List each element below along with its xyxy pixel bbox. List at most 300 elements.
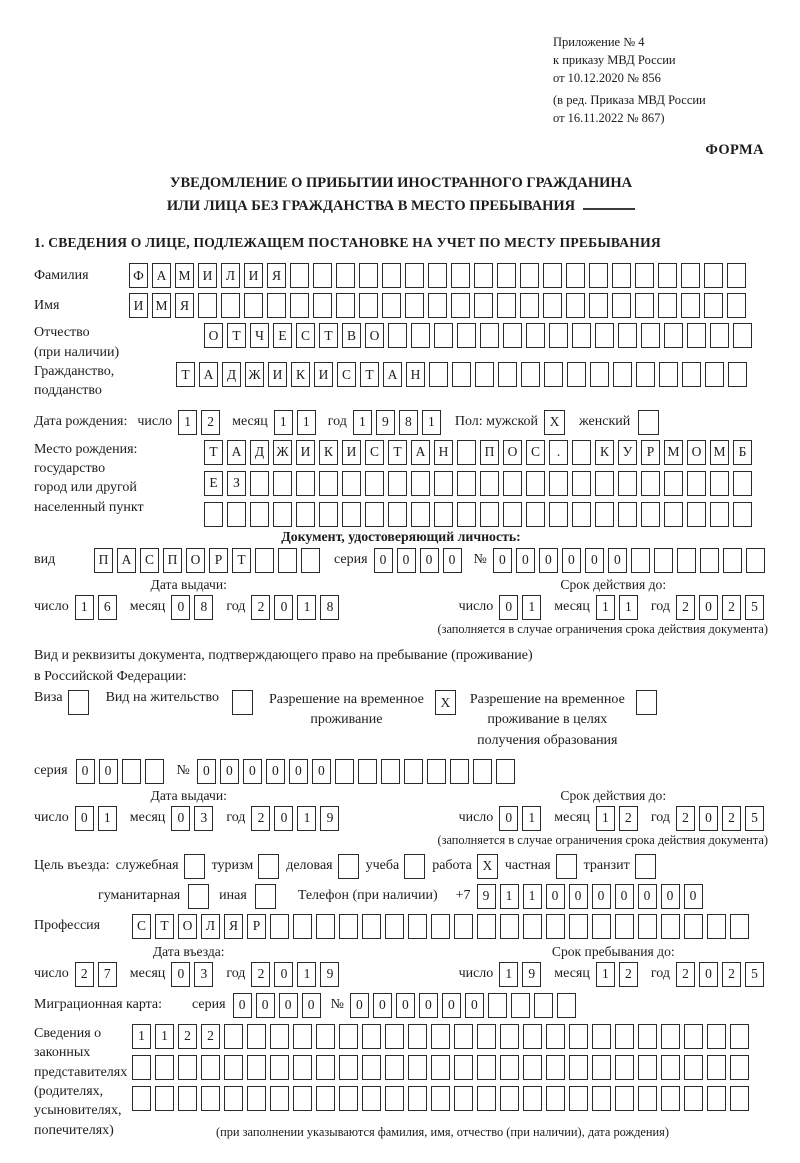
char-box[interactable]	[293, 914, 312, 939]
char-box[interactable]	[727, 263, 746, 288]
char-box[interactable]: О	[178, 914, 197, 939]
char-box[interactable]: Т	[204, 440, 223, 465]
char-box[interactable]: 0	[302, 993, 321, 1018]
char-box[interactable]	[454, 1055, 473, 1080]
char-box[interactable]: 1	[596, 962, 615, 987]
char-box[interactable]	[178, 1055, 197, 1080]
char-box[interactable]	[549, 502, 568, 527]
char-box[interactable]	[590, 362, 609, 387]
char-box[interactable]: И	[244, 263, 263, 288]
purpose-humanitarian-checkbox[interactable]	[188, 884, 209, 909]
char-box[interactable]	[457, 502, 476, 527]
char-box[interactable]: Т	[176, 362, 195, 387]
char-box[interactable]	[728, 362, 747, 387]
char-box[interactable]	[503, 502, 522, 527]
char-box[interactable]	[250, 471, 269, 496]
char-box[interactable]: 0	[256, 993, 275, 1018]
char-box[interactable]	[342, 471, 361, 496]
char-box[interactable]	[342, 502, 361, 527]
char-box[interactable]	[687, 323, 706, 348]
char-box[interactable]	[247, 1024, 266, 1049]
char-box[interactable]: 5	[745, 962, 764, 987]
char-box[interactable]	[677, 548, 696, 573]
char-box[interactable]	[411, 502, 430, 527]
char-box[interactable]: Р	[209, 548, 228, 573]
char-box[interactable]	[638, 1055, 657, 1080]
char-box[interactable]: Я	[224, 914, 243, 939]
char-box[interactable]	[746, 548, 765, 573]
char-box[interactable]	[428, 293, 447, 318]
char-box[interactable]	[707, 1024, 726, 1049]
char-box[interactable]: П	[480, 440, 499, 465]
char-box[interactable]	[450, 759, 469, 784]
char-box[interactable]	[408, 1024, 427, 1049]
char-box[interactable]	[500, 1055, 519, 1080]
char-box[interactable]	[290, 263, 309, 288]
char-box[interactable]	[664, 323, 683, 348]
char-box[interactable]: 2	[251, 806, 270, 831]
char-box[interactable]	[267, 293, 286, 318]
char-box[interactable]: 0	[699, 962, 718, 987]
char-box[interactable]	[316, 1086, 335, 1111]
char-box[interactable]	[497, 293, 516, 318]
char-box[interactable]: 0	[243, 759, 262, 784]
char-box[interactable]	[730, 1086, 749, 1111]
char-box[interactable]	[339, 1086, 358, 1111]
char-box[interactable]: С	[140, 548, 159, 573]
char-box[interactable]: 0	[75, 806, 94, 831]
char-box[interactable]: 1	[596, 806, 615, 831]
char-box[interactable]	[270, 1024, 289, 1049]
char-box[interactable]	[224, 1024, 243, 1049]
char-box[interactable]	[365, 502, 384, 527]
char-box[interactable]	[569, 1086, 588, 1111]
char-box[interactable]	[385, 1086, 404, 1111]
char-box[interactable]	[431, 1055, 450, 1080]
char-box[interactable]	[658, 263, 677, 288]
char-box[interactable]	[388, 323, 407, 348]
char-box[interactable]	[523, 1055, 542, 1080]
char-box[interactable]	[618, 323, 637, 348]
char-box[interactable]: Д	[250, 440, 269, 465]
char-box[interactable]	[520, 263, 539, 288]
char-box[interactable]: 0	[171, 806, 190, 831]
char-box[interactable]: 1	[500, 884, 519, 909]
char-box[interactable]	[500, 1086, 519, 1111]
char-box[interactable]	[408, 1055, 427, 1080]
char-box[interactable]	[615, 914, 634, 939]
char-box[interactable]	[684, 1055, 703, 1080]
char-box[interactable]: Ж	[245, 362, 264, 387]
char-box[interactable]: Л	[201, 914, 220, 939]
char-box[interactable]	[316, 1055, 335, 1080]
char-box[interactable]	[477, 1055, 496, 1080]
char-box[interactable]: 0	[493, 548, 512, 573]
char-box[interactable]	[546, 1086, 565, 1111]
char-box[interactable]	[428, 263, 447, 288]
char-box[interactable]	[612, 293, 631, 318]
char-box[interactable]	[290, 293, 309, 318]
char-box[interactable]	[221, 293, 240, 318]
char-box[interactable]	[592, 1024, 611, 1049]
char-box[interactable]	[534, 993, 553, 1018]
char-box[interactable]	[475, 362, 494, 387]
char-box[interactable]	[544, 362, 563, 387]
char-box[interactable]	[687, 471, 706, 496]
char-box[interactable]: П	[94, 548, 113, 573]
char-box[interactable]	[569, 914, 588, 939]
sex-female-checkbox[interactable]	[638, 410, 659, 435]
char-box[interactable]	[336, 293, 355, 318]
char-box[interactable]	[319, 471, 338, 496]
char-box[interactable]	[661, 1024, 680, 1049]
char-box[interactable]	[730, 1024, 749, 1049]
char-box[interactable]: 2	[676, 806, 695, 831]
char-box[interactable]	[569, 1024, 588, 1049]
char-box[interactable]	[198, 293, 217, 318]
char-box[interactable]	[359, 263, 378, 288]
char-box[interactable]	[454, 1086, 473, 1111]
char-box[interactable]: 0	[396, 993, 415, 1018]
char-box[interactable]: 0	[197, 759, 216, 784]
char-box[interactable]	[244, 293, 263, 318]
char-box[interactable]	[704, 293, 723, 318]
char-box[interactable]: И	[198, 263, 217, 288]
char-box[interactable]	[457, 323, 476, 348]
char-box[interactable]	[684, 1024, 703, 1049]
char-box[interactable]	[687, 502, 706, 527]
char-box[interactable]	[546, 914, 565, 939]
char-box[interactable]	[615, 1055, 634, 1080]
char-box[interactable]	[339, 1024, 358, 1049]
char-box[interactable]: 0	[442, 993, 461, 1018]
char-box[interactable]	[382, 263, 401, 288]
char-box[interactable]	[572, 471, 591, 496]
char-box[interactable]: С	[132, 914, 151, 939]
char-box[interactable]	[358, 759, 377, 784]
char-box[interactable]: Я	[175, 293, 194, 318]
char-box[interactable]: Т	[155, 914, 174, 939]
char-box[interactable]: 2	[251, 962, 270, 987]
visa-checkbox[interactable]	[68, 690, 89, 715]
char-box[interactable]: 2	[201, 410, 220, 435]
char-box[interactable]: 2	[722, 595, 741, 620]
char-box[interactable]	[661, 1055, 680, 1080]
char-box[interactable]	[641, 502, 660, 527]
char-box[interactable]	[511, 993, 530, 1018]
char-box[interactable]: А	[117, 548, 136, 573]
char-box[interactable]: У	[618, 440, 637, 465]
char-box[interactable]	[480, 502, 499, 527]
char-box[interactable]	[434, 471, 453, 496]
char-box[interactable]: 0	[684, 884, 703, 909]
char-box[interactable]: 1	[297, 595, 316, 620]
char-box[interactable]: 5	[745, 595, 764, 620]
char-box[interactable]	[733, 323, 752, 348]
char-box[interactable]	[589, 293, 608, 318]
char-box[interactable]: 2	[251, 595, 270, 620]
char-box[interactable]: 1	[297, 806, 316, 831]
char-box[interactable]	[388, 502, 407, 527]
char-box[interactable]	[405, 293, 424, 318]
char-box[interactable]: А	[383, 362, 402, 387]
purpose-business-checkbox[interactable]	[338, 854, 359, 879]
char-box[interactable]: К	[595, 440, 614, 465]
char-box[interactable]: Р	[641, 440, 660, 465]
char-box[interactable]	[654, 548, 673, 573]
char-box[interactable]	[684, 1086, 703, 1111]
char-box[interactable]	[405, 263, 424, 288]
char-box[interactable]	[122, 759, 141, 784]
char-box[interactable]	[480, 471, 499, 496]
char-box[interactable]: 9	[376, 410, 395, 435]
char-box[interactable]	[132, 1055, 151, 1080]
char-box[interactable]	[431, 1086, 450, 1111]
char-box[interactable]: 0	[499, 806, 518, 831]
char-box[interactable]: 0	[638, 884, 657, 909]
char-box[interactable]	[488, 993, 507, 1018]
char-box[interactable]	[427, 759, 446, 784]
char-box[interactable]	[730, 1055, 749, 1080]
char-box[interactable]	[224, 1055, 243, 1080]
char-box[interactable]: 2	[201, 1024, 220, 1049]
char-box[interactable]	[557, 993, 576, 1018]
char-box[interactable]: Т	[319, 323, 338, 348]
char-box[interactable]: Ж	[273, 440, 292, 465]
char-box[interactable]: 0	[350, 993, 369, 1018]
char-box[interactable]	[727, 293, 746, 318]
char-box[interactable]	[454, 914, 473, 939]
char-box[interactable]: 0	[419, 993, 438, 1018]
char-box[interactable]	[566, 263, 585, 288]
char-box[interactable]: Л	[221, 263, 240, 288]
temp-permit-edu-checkbox[interactable]	[636, 690, 657, 715]
char-box[interactable]: 0	[585, 548, 604, 573]
char-box[interactable]	[155, 1055, 174, 1080]
char-box[interactable]	[707, 1055, 726, 1080]
char-box[interactable]	[362, 1055, 381, 1080]
char-box[interactable]	[618, 471, 637, 496]
char-box[interactable]: 7	[98, 962, 117, 987]
char-box[interactable]: Т	[388, 440, 407, 465]
char-box[interactable]: В	[342, 323, 361, 348]
char-box[interactable]	[526, 471, 545, 496]
char-box[interactable]: 0	[443, 548, 462, 573]
char-box[interactable]: .	[549, 440, 568, 465]
char-box[interactable]	[707, 1086, 726, 1111]
char-box[interactable]	[270, 1086, 289, 1111]
char-box[interactable]: А	[199, 362, 218, 387]
purpose-other-checkbox[interactable]	[255, 884, 276, 909]
char-box[interactable]: 0	[546, 884, 565, 909]
char-box[interactable]: 9	[522, 962, 541, 987]
purpose-private-checkbox[interactable]	[556, 854, 577, 879]
char-box[interactable]	[335, 759, 354, 784]
char-box[interactable]: 0	[661, 884, 680, 909]
char-box[interactable]	[523, 1024, 542, 1049]
char-box[interactable]: 2	[75, 962, 94, 987]
char-box[interactable]: 9	[320, 806, 339, 831]
char-box[interactable]: 1	[422, 410, 441, 435]
char-box[interactable]: 0	[266, 759, 285, 784]
char-box[interactable]	[293, 1086, 312, 1111]
char-box[interactable]	[521, 362, 540, 387]
char-box[interactable]	[638, 1086, 657, 1111]
char-box[interactable]: Т	[232, 548, 251, 573]
char-box[interactable]	[503, 471, 522, 496]
char-box[interactable]	[733, 471, 752, 496]
char-box[interactable]	[388, 471, 407, 496]
char-box[interactable]	[480, 323, 499, 348]
char-box[interactable]	[434, 323, 453, 348]
char-box[interactable]: 1	[297, 962, 316, 987]
char-box[interactable]: 1	[75, 595, 94, 620]
char-box[interactable]: 8	[399, 410, 418, 435]
char-box[interactable]	[543, 263, 562, 288]
char-box[interactable]	[631, 548, 650, 573]
char-box[interactable]: О	[204, 323, 223, 348]
char-box[interactable]: 0	[397, 548, 416, 573]
sex-male-checkbox[interactable]: X	[544, 410, 565, 435]
char-box[interactable]: К	[291, 362, 310, 387]
char-box[interactable]: Е	[273, 323, 292, 348]
char-box[interactable]	[641, 471, 660, 496]
char-box[interactable]	[451, 293, 470, 318]
char-box[interactable]	[710, 471, 729, 496]
char-box[interactable]: С	[296, 323, 315, 348]
char-box[interactable]: 0	[274, 595, 293, 620]
char-box[interactable]	[549, 323, 568, 348]
char-box[interactable]	[385, 1024, 404, 1049]
char-box[interactable]	[615, 1024, 634, 1049]
char-box[interactable]: И	[296, 440, 315, 465]
char-box[interactable]	[526, 323, 545, 348]
char-box[interactable]	[566, 293, 585, 318]
purpose-work-checkbox[interactable]: X	[477, 854, 498, 879]
char-box[interactable]	[452, 362, 471, 387]
char-box[interactable]	[434, 502, 453, 527]
char-box[interactable]: 1	[98, 806, 117, 831]
char-box[interactable]	[523, 914, 542, 939]
char-box[interactable]: С	[337, 362, 356, 387]
char-box[interactable]: М	[710, 440, 729, 465]
char-box[interactable]: Д	[222, 362, 241, 387]
char-box[interactable]	[155, 1086, 174, 1111]
char-box[interactable]: С	[526, 440, 545, 465]
char-box[interactable]: А	[227, 440, 246, 465]
char-box[interactable]	[132, 1086, 151, 1111]
char-box[interactable]	[316, 914, 335, 939]
char-box[interactable]: Ч	[250, 323, 269, 348]
char-box[interactable]	[592, 1055, 611, 1080]
char-box[interactable]: 0	[274, 962, 293, 987]
char-box[interactable]	[638, 914, 657, 939]
char-box[interactable]: 5	[745, 806, 764, 831]
char-box[interactable]	[546, 1055, 565, 1080]
char-box[interactable]	[404, 759, 423, 784]
char-box[interactable]	[707, 914, 726, 939]
char-box[interactable]	[705, 362, 724, 387]
char-box[interactable]	[411, 323, 430, 348]
char-box[interactable]	[270, 914, 289, 939]
char-box[interactable]	[457, 440, 476, 465]
char-box[interactable]	[659, 362, 678, 387]
char-box[interactable]: З	[227, 471, 246, 496]
char-box[interactable]	[362, 914, 381, 939]
purpose-tourism-checkbox[interactable]	[258, 854, 279, 879]
char-box[interactable]: 0	[220, 759, 239, 784]
char-box[interactable]: 3	[194, 962, 213, 987]
char-box[interactable]	[635, 293, 654, 318]
char-box[interactable]	[572, 502, 591, 527]
char-box[interactable]: 0	[373, 993, 392, 1018]
char-box[interactable]	[595, 502, 614, 527]
char-box[interactable]: Н	[406, 362, 425, 387]
char-box[interactable]: М	[152, 293, 171, 318]
char-box[interactable]	[496, 759, 515, 784]
char-box[interactable]: И	[268, 362, 287, 387]
char-box[interactable]: О	[186, 548, 205, 573]
char-box[interactable]	[661, 914, 680, 939]
char-box[interactable]	[273, 471, 292, 496]
char-box[interactable]	[710, 502, 729, 527]
char-box[interactable]	[178, 1086, 197, 1111]
char-box[interactable]: 0	[699, 806, 718, 831]
char-box[interactable]: 9	[477, 884, 496, 909]
char-box[interactable]: М	[175, 263, 194, 288]
char-box[interactable]	[365, 471, 384, 496]
char-box[interactable]: 0	[516, 548, 535, 573]
char-box[interactable]	[381, 759, 400, 784]
purpose-study-checkbox[interactable]	[404, 854, 425, 879]
char-box[interactable]: И	[314, 362, 333, 387]
char-box[interactable]	[293, 1024, 312, 1049]
char-box[interactable]: 0	[171, 595, 190, 620]
char-box[interactable]	[362, 1024, 381, 1049]
char-box[interactable]	[270, 1055, 289, 1080]
char-box[interactable]	[336, 263, 355, 288]
char-box[interactable]: 1	[274, 410, 293, 435]
char-box[interactable]: И	[342, 440, 361, 465]
char-box[interactable]: 0	[539, 548, 558, 573]
char-box[interactable]: С	[365, 440, 384, 465]
temp-permit-checkbox[interactable]: X	[435, 690, 456, 715]
char-box[interactable]	[301, 548, 320, 573]
char-box[interactable]	[658, 293, 677, 318]
char-box[interactable]: О	[503, 440, 522, 465]
char-box[interactable]	[730, 914, 749, 939]
char-box[interactable]: 1	[155, 1024, 174, 1049]
char-box[interactable]	[520, 293, 539, 318]
char-box[interactable]: П	[163, 548, 182, 573]
char-box[interactable]	[661, 1086, 680, 1111]
char-box[interactable]: 8	[320, 595, 339, 620]
char-box[interactable]	[431, 914, 450, 939]
char-box[interactable]	[293, 1055, 312, 1080]
char-box[interactable]: 1	[522, 595, 541, 620]
char-box[interactable]: Я	[267, 263, 286, 288]
char-box[interactable]: М	[664, 440, 683, 465]
char-box[interactable]	[710, 323, 729, 348]
char-box[interactable]	[457, 471, 476, 496]
char-box[interactable]	[618, 502, 637, 527]
char-box[interactable]: И	[129, 293, 148, 318]
char-box[interactable]	[543, 293, 562, 318]
char-box[interactable]: Н	[434, 440, 453, 465]
char-box[interactable]: 2	[722, 806, 741, 831]
char-box[interactable]	[500, 1024, 519, 1049]
char-box[interactable]	[362, 1086, 381, 1111]
